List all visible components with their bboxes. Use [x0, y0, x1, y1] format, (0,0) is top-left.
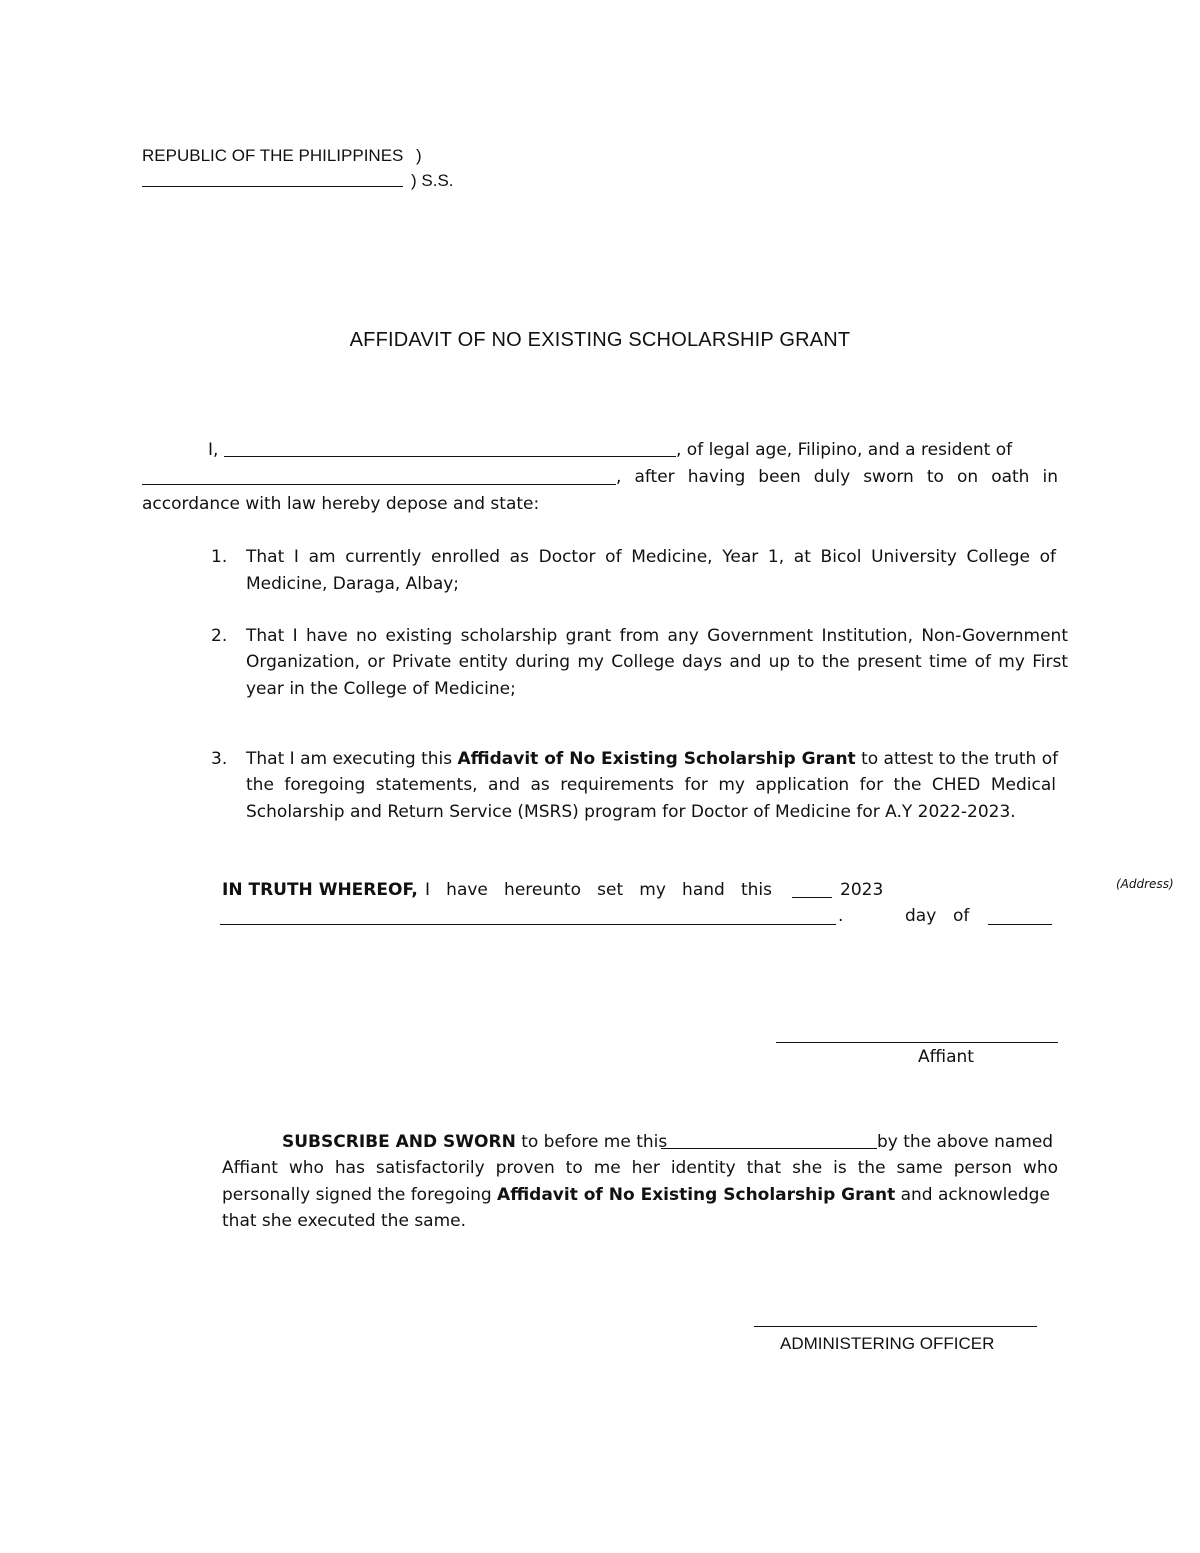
- statement-3-number: 3.: [211, 749, 228, 769]
- republic-label: REPUBLIC OF THE PHILIPPINES: [142, 146, 404, 165]
- truth-day: day: [905, 906, 937, 926]
- address-hint: (Address): [1116, 877, 1174, 891]
- officer-label: ADMINISTERING OFFICER: [780, 1334, 995, 1353]
- province-blank[interactable]: [142, 186, 403, 187]
- subscribe-line2: Affiant who has satisfactorily proven to me her identity that she is the same person who: [222, 1158, 1058, 1178]
- venue-paren: ): [416, 146, 422, 165]
- place-address-blank[interactable]: [220, 924, 836, 925]
- statement-3-line1: That I am executing this Affidavit of No Existing Scholarship Grant to attest to the truth of: [246, 749, 1059, 769]
- subscribe-line1-a: SUBSCRIBE AND SWORN to before me this: [282, 1132, 668, 1152]
- affiant-name-blank[interactable]: [224, 456, 676, 457]
- statement-3-line3: Scholarship and Return Service (MSRS) program for Doctor of Medicine for A.Y 2022-2023.: [246, 802, 1016, 822]
- statement-1-line2: Medicine, Daraga, Albay;: [246, 574, 460, 594]
- statement-1-number: 1.: [211, 547, 228, 567]
- subscribe-line1-b: by the above named: [877, 1132, 1054, 1152]
- statement-1-line1: That I am currently enrolled as Doctor of Medicine, Year 1, at Bicol University College of: [246, 547, 1056, 567]
- intro-line1-tail: , of legal age, Filipino, and a resident of: [676, 440, 1013, 460]
- truth-text: I have hereunto set my hand this: [425, 880, 772, 900]
- subscribe-line3: personally signed the foregoing Affidavit of No Existing Scholarship Grant and acknowledge: [222, 1185, 1050, 1205]
- intro-line2-tail: , after having been duly sworn to on oath in: [616, 467, 1058, 487]
- officer-signature-line[interactable]: [754, 1326, 1037, 1327]
- intro-line3: accordance with law hereby depose and state:: [142, 494, 540, 514]
- document-title: AFFIDAVIT OF NO EXISTING SCHOLARSHIP GRANT: [349, 329, 851, 351]
- day-number-blank[interactable]: [792, 897, 832, 898]
- statement-2-line1: That I have no existing scholarship grant from any Government Institution, Non-Government: [246, 626, 1068, 646]
- statement-2-number: 2.: [211, 626, 228, 646]
- affiant-signature-line[interactable]: [776, 1042, 1058, 1043]
- residence-address-blank[interactable]: [142, 484, 616, 485]
- affiant-label: Affiant: [918, 1047, 974, 1067]
- subscribe-date-blank[interactable]: [661, 1148, 877, 1149]
- ss-label: ) S.S.: [411, 171, 454, 190]
- truth-of: of: [953, 906, 970, 926]
- statement-3-line2: the foregoing statements, and as requirements for my application for the CHED Medical: [246, 775, 1056, 795]
- truth-year: 2023: [840, 880, 884, 900]
- statement-2-line3: year in the College of Medicine;: [246, 679, 516, 699]
- truth-period: .: [838, 906, 844, 926]
- statement-2-line2: Organization, or Private entity during my College days and up to the present time of my First: [246, 652, 1068, 672]
- month-blank[interactable]: [988, 924, 1052, 925]
- truth-bold: IN TRUTH WHEREOF,: [222, 880, 418, 900]
- i-prefix: I,: [208, 440, 219, 460]
- subscribe-line4: that she executed the same.: [222, 1211, 467, 1231]
